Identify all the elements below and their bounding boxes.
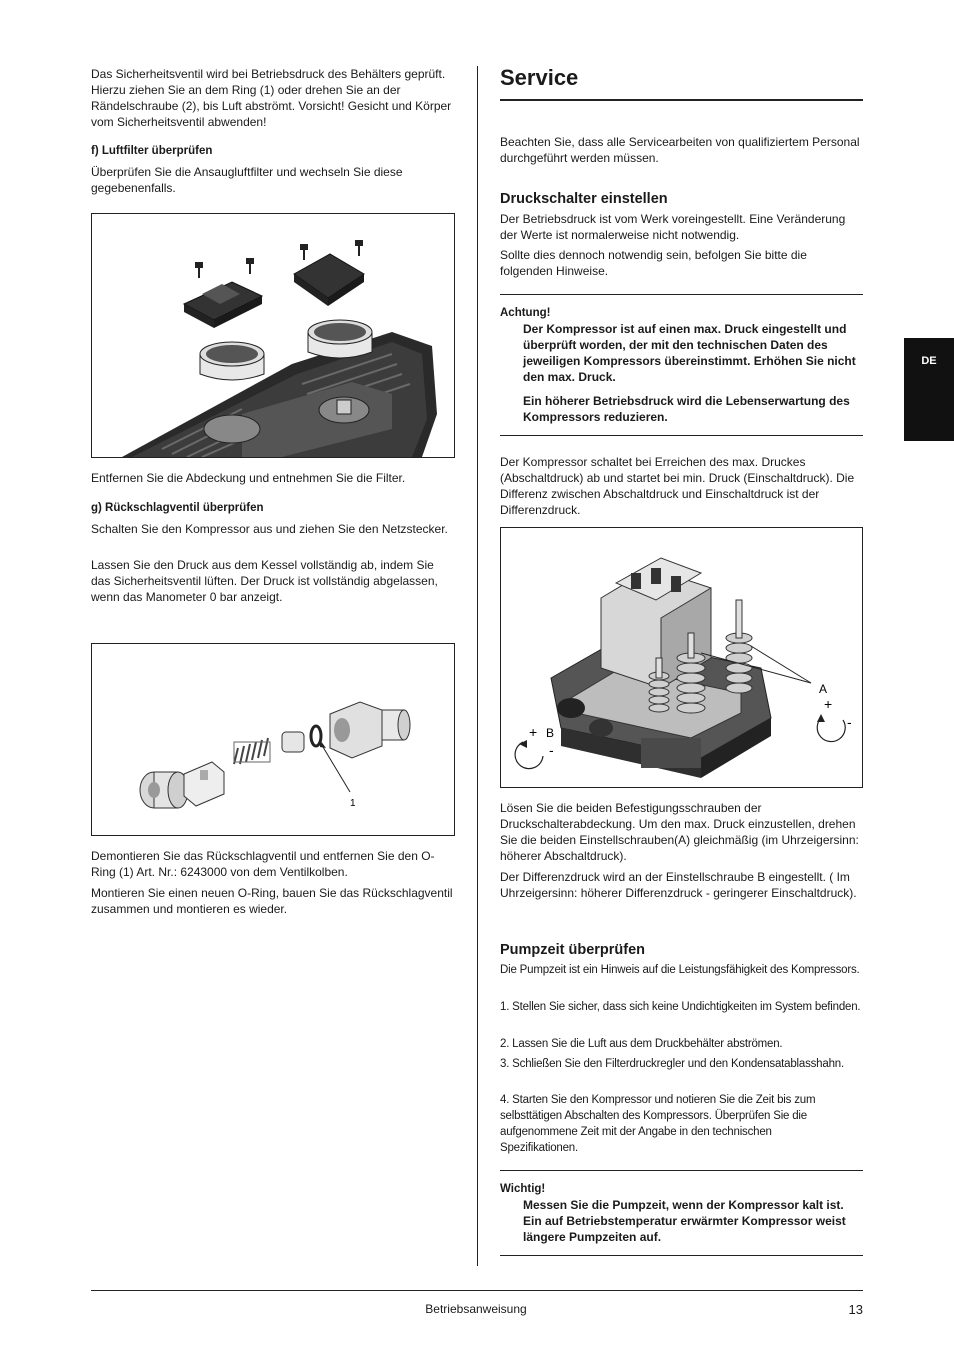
air-filter-figure xyxy=(91,213,455,458)
section-heading-pump-time: Pumpzeit überprüfen xyxy=(500,942,646,958)
service-intro: Beachten Sie, dass alle Servicearbeiten von qualifiziertem Personal durchgeführt werden müssen. xyxy=(500,135,860,165)
minus-sign-a: - xyxy=(847,714,852,730)
plus-sign-b: + xyxy=(529,724,538,740)
differential-paragraph: Der Differenzdruck wird an der Einstellschraube B eingestellt. ( Im Uhrzeigersinn: höherer Differenzdruck - geringerer Einschaltdruck). xyxy=(500,870,857,900)
air-filter-paragraph: Überprüfen Sie die Ansaugluftfilter und wechseln Sie diese gegebenenfalls. xyxy=(91,165,403,195)
section-heading-check-valve: g) Rückschlagventil überprüfen xyxy=(91,502,264,514)
loosen-paragraph: Lösen Sie die beiden Befestigungsschrauben der Druckschalterabdeckung. Um den max. Druck einzustellen, drehen Sie die beiden Einstellschrauben(A) gleichmäßig (im Uhrzeigersinn: höherer Abschaltdruck). xyxy=(500,801,859,863)
pressure-switch-paragraph-2: Sollte dies dennoch notwendig sein, befolgen Sie bitte die folgenden Hinweise. xyxy=(500,248,807,278)
pump-time-paragraph: Die Pumpzeit ist ein Hinweis auf die Leistungsfähigkeit des Kompressors. xyxy=(500,964,860,976)
safety-valve-paragraph: Das Sicherheitsventil wird bei Betriebsdruck des Behälters geprüft. Hierzu ziehen Sie an dem Ring (1) oder drehen Sie an der Rändelschraube (2), bis Luft abströmt. Vorsicht! Gesicht und Körper vom Sicherheitsventil abwenden! xyxy=(91,67,452,129)
pump-step-4: 4. Starten Sie den Kompressor und notieren Sie die Zeit bis zum selbsttätigen Abschalten des Kompressors. Überprüfen Sie die aufgenommene Zeit mit der Angabe in den technischen Spezifikationen. xyxy=(500,1094,816,1154)
check-valve-illustration xyxy=(92,644,454,835)
check-valve-figure xyxy=(91,643,455,836)
warning-rule-bottom xyxy=(500,435,863,436)
footer-title: Betriebsanweisung xyxy=(425,1302,527,1316)
check-valve-paragraph-3: Demontieren Sie das Rückschlagventil und entfernen Sie den O-Ring (1) Art. Nr.: 6243000 von dem Ventilkolben. xyxy=(91,849,435,879)
pump-step-3: 3. Schließen Sie den Filterdruckregler und den Kondensatablasshahn. xyxy=(500,1058,844,1070)
pressure-switch-figure xyxy=(500,527,863,788)
warning-text-2: Ein höherer Betriebsdruck wird die Lebenserwartung des Kompressors reduzieren. xyxy=(523,394,850,424)
pump-step-1: 1. Stellen Sie sicher, dass sich keine Undichtigkeiten im System befinden. xyxy=(500,1001,861,1013)
language-tab-label: DE xyxy=(921,355,937,367)
air-filter-caption: Entfernen Sie die Abdeckung und entnehmen Sie die Filter. xyxy=(91,471,406,485)
footer-rule xyxy=(91,1290,863,1291)
section-heading-air-filter: f) Luftfilter überprüfen xyxy=(91,145,213,157)
section-heading-pressure-switch: Druckschalter einstellen xyxy=(500,191,668,207)
warning-rule-top xyxy=(500,294,863,295)
language-tab xyxy=(904,338,954,441)
pressure-switch-paragraph-1: Der Betriebsdruck ist vom Werk voreingestellt. Eine Veränderung der Werte ist normalerweise nicht notwendig. xyxy=(500,212,846,242)
column-divider xyxy=(477,66,478,1266)
page-number: 13 xyxy=(848,1302,863,1317)
important-text: Messen Sie die Pumpzeit, wenn der Kompressor kalt ist. Ein auf Betriebstemperatur erwärmter Kompressor weist längere Pumpzeiten auf. xyxy=(523,1198,846,1244)
pressure-switch-illustration xyxy=(501,528,862,787)
warning-label: Achtung! xyxy=(500,307,551,319)
important-rule-top xyxy=(500,1170,863,1171)
title-rule xyxy=(500,99,863,101)
plus-sign-a: + xyxy=(824,696,833,712)
warning-text-1: Der Kompressor ist auf einen max. Druck eingestellt und überprüft worden, der mit den technischen Daten des jeweiligen Kompressors übereinstimmt. Erhöhen Sie nicht den max. Druck. xyxy=(523,322,856,384)
pump-step-2: 2. Lassen Sie die Luft aus dem Druckbehälter abströmen. xyxy=(500,1038,783,1050)
check-valve-paragraph-1: Schalten Sie den Kompressor aus und ziehen Sie den Netzstecker. xyxy=(91,522,448,536)
page-title: Service xyxy=(500,65,579,90)
adjust-screw-b-label: B xyxy=(546,726,555,740)
check-valve-paragraph-2: Lassen Sie den Druck aus dem Kessel vollständig ab, indem Sie das Sicherheitsventil lüften. Der Druck ist vollständig abgelassen, wenn das Manometer 0 bar anzeigt. xyxy=(91,558,438,604)
switching-paragraph: Der Kompressor schaltet bei Erreichen des max. Druckes (Abschaltdruck) ab und startet bei min. Druck (Einschaltdruck). Die Differenz zwischen Abschaltdruck und Einschaltdruck ist der Differenzdruck. xyxy=(500,455,855,517)
air-filter-illustration xyxy=(92,214,454,457)
important-rule-bottom xyxy=(500,1255,863,1256)
check-valve-paragraph-4: Montieren Sie einen neuen O-Ring, bauen Sie das Rückschlagventil zusammen und montieren es wieder. xyxy=(91,886,453,916)
o-ring-label: 1 xyxy=(350,798,356,809)
adjust-screw-a-label: A xyxy=(819,682,828,696)
important-label: Wichtig! xyxy=(500,1183,546,1195)
minus-sign-b: - xyxy=(549,742,554,758)
